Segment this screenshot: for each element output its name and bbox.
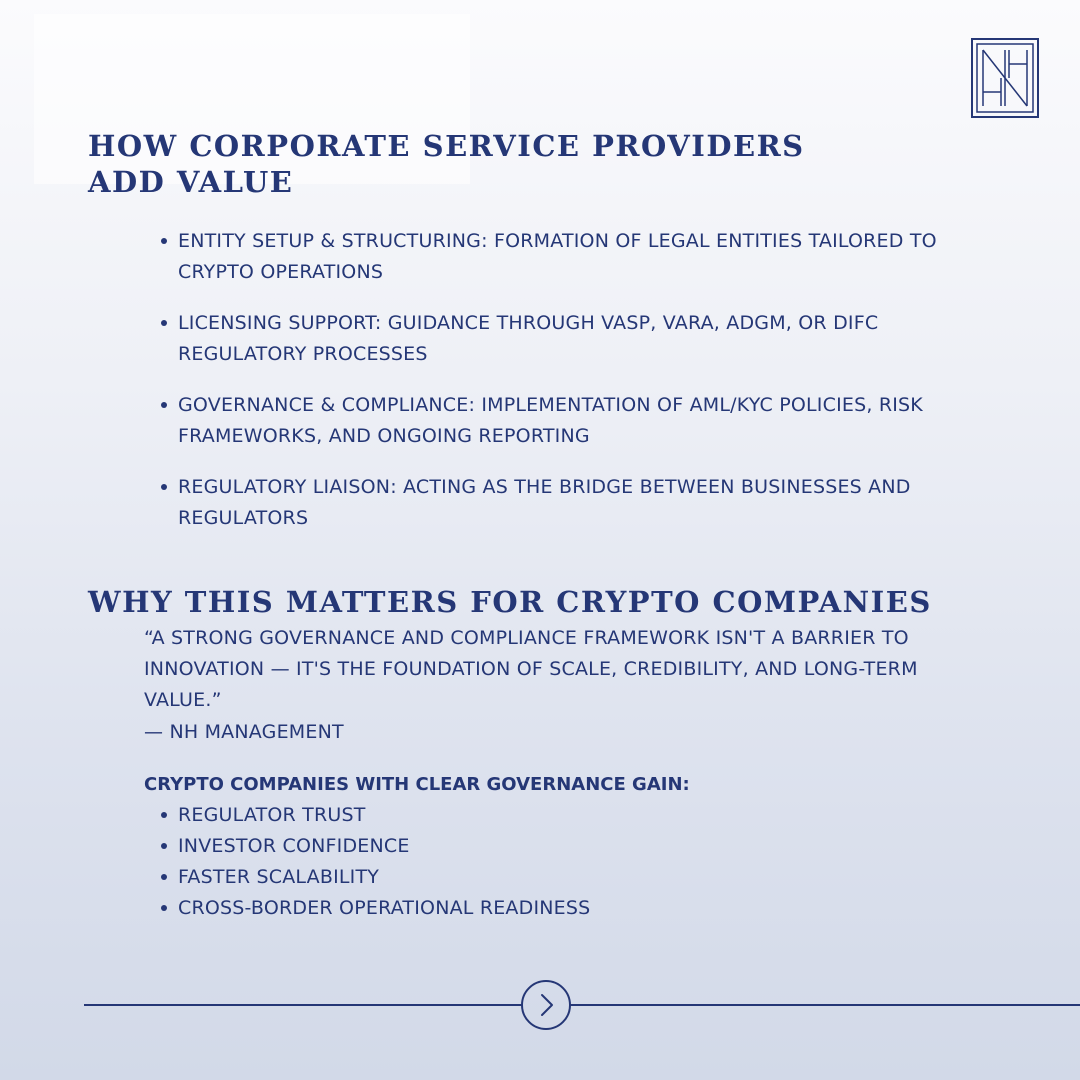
list-item: ENTITY SETUP & STRUCTURING: FORMATION OF LEGAL ENTITIES TAILORED TO CRYPTO OPERATIONS <box>178 226 968 288</box>
list-item: FASTER SCALABILITY <box>178 862 590 893</box>
list-item: REGULATORY LIAISON: ACTING AS THE BRIDGE BETWEEN BUSINESSES AND REGULATORS <box>178 472 968 534</box>
chevron-right-icon <box>523 982 569 1028</box>
monogram-logo <box>971 38 1039 118</box>
divider-line-left <box>84 1004 522 1006</box>
next-slide-button[interactable] <box>521 980 571 1030</box>
section-title-value: HOW CORPORATE SERVICE PROVIDERS ADD VALUE <box>88 129 805 199</box>
divider-line-right <box>570 1004 1080 1006</box>
section-title-why: WHY THIS MATTERS FOR CRYPTO COMPANIES <box>88 585 932 619</box>
services-list <box>178 226 968 554</box>
list-item: GOVERNANCE & COMPLIANCE: IMPLEMENTATION OF AML/KYC POLICIES, RISK FRAMEWORKS, AND ONGOING REPORTING <box>178 390 968 452</box>
list-item: REGULATOR TRUST <box>178 800 590 831</box>
quote-attribution: — NH MANAGEMENT <box>144 721 344 743</box>
gains-list <box>178 800 590 924</box>
list-item: INVESTOR CONFIDENCE <box>178 831 590 862</box>
list-item: CROSS-BORDER OPERATIONAL READINESS <box>178 893 590 924</box>
gains-subtitle: CRYPTO COMPANIES WITH CLEAR GOVERNANCE GAIN: <box>144 774 690 795</box>
list-item: LICENSING SUPPORT: GUIDANCE THROUGH VASP, VARA, ADGM, OR DIFC REGULATORY PROCESSES <box>178 308 968 370</box>
quote-text: “A STRONG GOVERNANCE AND COMPLIANCE FRAMEWORK ISN'T A BARRIER TO INNOVATION — IT'S THE FOUNDATION OF SCALE, CREDIBILITY, AND LONG-TERM VALUE.” <box>144 627 918 711</box>
